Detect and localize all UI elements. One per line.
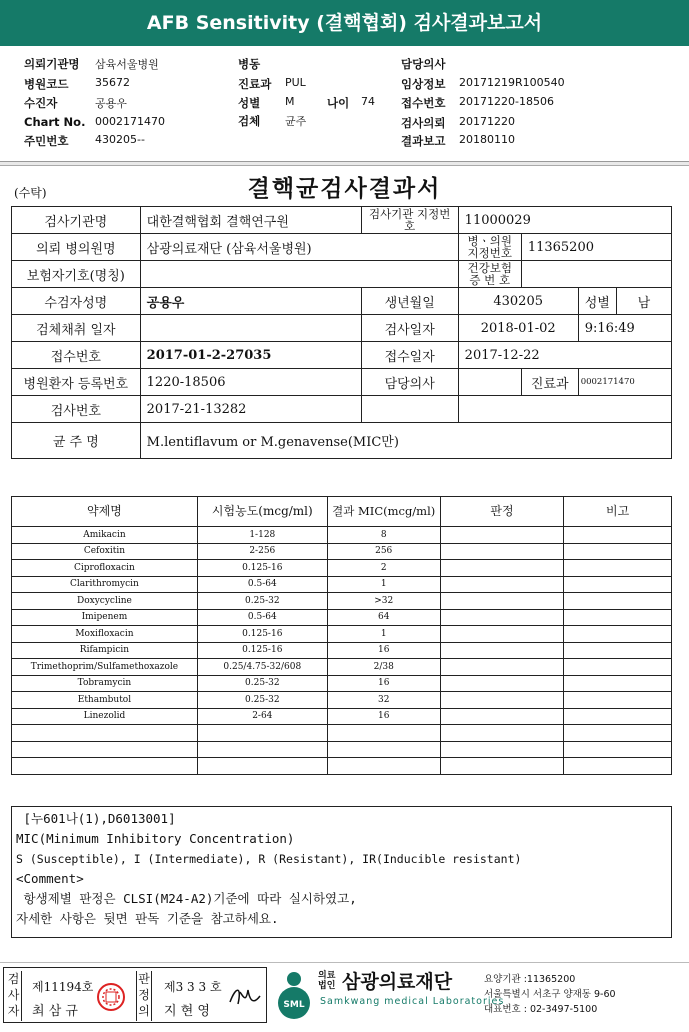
cell-judge: [440, 659, 564, 676]
info-label: 결과보고: [401, 134, 446, 148]
cell-drug: Doxycycline: [12, 593, 198, 610]
org-prefix: 의료 법인: [318, 971, 336, 991]
form-value: [140, 261, 458, 288]
note-line: <Comment>: [16, 871, 84, 886]
signature-icon: [226, 982, 262, 1010]
cell-note: [564, 675, 672, 692]
table-row: [12, 659, 672, 676]
note-line: 항생제별 판정은 CLSI(M24-A2)기준에 따라 실시하였고,: [16, 891, 357, 906]
cell-conc: 0.5-64: [197, 609, 327, 626]
note-line: 자세한 사항은 뒷면 판독 기준을 참고하세요.: [16, 911, 279, 926]
info-value: 20171220: [459, 115, 515, 128]
info-label: 진료과: [238, 77, 272, 91]
cell-judge: [440, 576, 564, 593]
form-empty: [361, 396, 458, 423]
cell-drug: Rifampicin: [12, 642, 198, 659]
form-label: 담당의사: [361, 369, 458, 396]
cell-conc: 0.25-32: [197, 692, 327, 709]
cell-drug: Tobramycin: [12, 675, 198, 692]
col-header-note: 비고: [564, 497, 672, 527]
cell-conc: 0.125-16: [197, 560, 327, 577]
table-row: [12, 626, 672, 643]
cell-drug: Trimethoprim/Sulfamethoxazole: [12, 659, 198, 676]
form-label: 검체채취 일자: [12, 315, 141, 342]
cell-conc: 1-128: [197, 527, 327, 544]
form-empty: [458, 396, 671, 423]
info-label: 병원코드: [24, 77, 69, 91]
cell-note: [564, 758, 672, 775]
cell-mic: 16: [327, 642, 440, 659]
form-value: [140, 315, 361, 342]
form-label: 건강보험 증 번 호: [458, 261, 521, 288]
cell-note: [564, 642, 672, 659]
note-line: MIC(Minimum Inhibitory Concentration): [16, 831, 295, 846]
report-header: [0, 0, 689, 46]
cell-mic: 16: [327, 708, 440, 725]
cell-judge: [440, 560, 564, 577]
sml-logo-icon: [272, 969, 316, 1023]
cell-drug: [12, 758, 198, 775]
info-value: 35672: [95, 76, 130, 89]
form-label: 보험자기호(명칭): [12, 261, 141, 288]
cell-judge: [440, 609, 564, 626]
form-label: 병원환자 등록번호: [12, 369, 141, 396]
contact-code: 요양기관 :11365200: [484, 974, 576, 985]
form-label: 검사일자: [361, 315, 458, 342]
cell-note: [564, 725, 672, 742]
info-label: 성별: [238, 96, 261, 110]
cell-judge: [440, 692, 564, 709]
cell-mic: [327, 741, 440, 758]
form-value: 430205: [458, 288, 578, 315]
tester-label: 검사자: [6, 971, 22, 1021]
note-line: [누601나(1),D6013001]: [16, 811, 176, 826]
form-value: 남: [616, 288, 671, 315]
cell-conc: 2-64: [197, 708, 327, 725]
cell-drug: Ethambutol: [12, 692, 198, 709]
form-value: 11365200: [521, 234, 671, 261]
request-form-table: [11, 206, 672, 459]
form-label: 검사기관명: [12, 207, 141, 234]
cell-judge: [440, 642, 564, 659]
org-english: Samkwang medical Laboratories: [320, 996, 505, 1007]
cell-drug: Amikacin: [12, 527, 198, 544]
notes-box: [11, 806, 672, 938]
cell-mic: 8: [327, 527, 440, 544]
cell-drug: Linezolid: [12, 708, 198, 725]
reviewer-license: 제3 3 3 호: [164, 980, 222, 994]
col-header-judge: 판정: [440, 497, 564, 527]
signature-box: [3, 967, 267, 1023]
form-value: 2018-01-02: [458, 315, 578, 342]
cell-conc: 0.125-16: [197, 626, 327, 643]
note-line: S (Susceptible), I (Intermediate), R (Resistant), IR(Inducible resistant): [16, 852, 522, 866]
cell-judge: [440, 626, 564, 643]
cell-judge: [440, 527, 564, 544]
cell-judge: [440, 543, 564, 560]
cell-note: [564, 543, 672, 560]
cell-mic: 1: [327, 626, 440, 643]
cell-conc: 0.125-16: [197, 642, 327, 659]
cell-judge: [440, 741, 564, 758]
info-label: 의뢰기관명: [24, 57, 80, 71]
cell-conc: 0.25-32: [197, 593, 327, 610]
cell-mic: >32: [327, 593, 440, 610]
table-row: [12, 609, 672, 626]
reviewer-label: 판정의: [136, 971, 152, 1021]
cell-drug: Clarithromycin: [12, 576, 198, 593]
info-label: 나이: [327, 96, 350, 110]
table-row: [12, 560, 672, 577]
cell-conc: 0.25-32: [197, 675, 327, 692]
cell-judge: [440, 708, 564, 725]
info-label: 담당의사: [401, 57, 446, 71]
cell-note: [564, 692, 672, 709]
form-value: 삼광의료재단 (삼육서울병원): [140, 234, 458, 261]
info-label: 접수번호: [401, 96, 446, 110]
info-label: 임상정보: [401, 77, 446, 91]
cell-conc: [197, 741, 327, 758]
info-label: 주민번호: [24, 134, 69, 148]
tester-name: 최 삼 규: [32, 1004, 78, 1019]
report-title: AFB Sensitivity (결핵협회) 검사결과보고서: [146, 12, 543, 34]
table-row: [12, 758, 672, 775]
table-row: [12, 675, 672, 692]
cell-drug: [12, 741, 198, 758]
form-label: 성별: [578, 288, 616, 315]
form-value: 2017-21-13282: [140, 396, 361, 423]
cell-note: [564, 659, 672, 676]
info-value: 균주: [285, 115, 307, 128]
info-label: 수진자: [24, 96, 58, 110]
cell-mic: 256: [327, 543, 440, 560]
org-name: 삼광의료재단: [342, 971, 453, 993]
col-header-drug: 약제명: [12, 497, 198, 527]
info-label: 검사의뢰: [401, 116, 446, 130]
cell-judge: [440, 675, 564, 692]
form-value: M.lentiflavum or M.genavense(MIC만): [140, 423, 671, 459]
cell-note: [564, 560, 672, 577]
form-label: 의뢰 병의원명: [12, 234, 141, 261]
table-row: [12, 527, 672, 544]
form-label: 검사번호: [12, 396, 141, 423]
info-value: M: [285, 95, 295, 108]
cell-mic: [327, 758, 440, 775]
seal-icon: [96, 982, 126, 1012]
cell-drug: Ciprofloxacin: [12, 560, 198, 577]
receipt-tag: (수탁): [14, 186, 47, 200]
document-title: 결핵균검사결과서: [247, 175, 442, 202]
form-label: 수검자성명: [12, 288, 141, 315]
cell-conc: 0.5-64: [197, 576, 327, 593]
cell-mic: 16: [327, 675, 440, 692]
info-label: 검체: [238, 114, 261, 128]
cell-note: [564, 708, 672, 725]
info-label: 병동: [238, 57, 261, 71]
form-label: 접수번호: [12, 342, 141, 369]
table-row: [12, 593, 672, 610]
info-value: 20180110: [459, 133, 515, 146]
form-label: 병ㆍ의원 지정번호: [458, 234, 521, 261]
info-value: 430205--: [95, 133, 145, 146]
cell-mic: 64: [327, 609, 440, 626]
tester-license: 제11194호: [32, 980, 94, 994]
footer: [0, 962, 689, 1032]
info-value: 삼육서울병원: [95, 58, 159, 71]
cell-judge: [440, 725, 564, 742]
form-value: 11000029: [458, 207, 671, 234]
info-value: 20171220-18506: [459, 95, 554, 108]
sensitivity-table: [11, 496, 672, 775]
form-value: 1220-18506: [140, 369, 361, 396]
form-label: 생년월일: [361, 288, 458, 315]
info-value: 0002171470: [95, 115, 165, 128]
info-value: 공용우: [95, 97, 127, 110]
cell-conc: 0.25/4.75-32/608: [197, 659, 327, 676]
cell-note: [564, 609, 672, 626]
table-row: [12, 708, 672, 725]
cell-note: [564, 593, 672, 610]
cell-mic: 2/38: [327, 659, 440, 676]
cell-judge: [440, 593, 564, 610]
cell-drug: [12, 725, 198, 742]
cell-mic: [327, 725, 440, 742]
table-row: [12, 576, 672, 593]
cell-drug: Cefoxitin: [12, 543, 198, 560]
form-value: 대한결핵협회 결핵연구원: [140, 207, 361, 234]
cell-drug: Moxifloxacin: [12, 626, 198, 643]
cell-note: [564, 576, 672, 593]
patient-info-panel: [0, 50, 689, 162]
info-value: 20171219R100540: [459, 76, 565, 89]
table-row: [12, 741, 672, 758]
col-header-conc: 시험농도(mcg/ml): [197, 497, 327, 527]
reviewer-name: 지 현 영: [164, 1004, 210, 1019]
form-value: [521, 261, 671, 288]
info-value: PUL: [285, 76, 306, 89]
cell-judge: [440, 758, 564, 775]
form-label: 검사기관 지정번호: [361, 207, 458, 234]
contact-phone: 대표번호 : 02-3497-5100: [484, 1004, 598, 1015]
form-value: 공용우: [140, 288, 361, 315]
col-header-mic: 결과 MIC(mcg/ml): [327, 497, 440, 527]
form-label: 균 주 명: [12, 423, 141, 459]
table-row: [12, 543, 672, 560]
cell-conc: [197, 758, 327, 775]
cell-mic: 1: [327, 576, 440, 593]
divider: [0, 162, 689, 166]
cell-note: [564, 741, 672, 758]
form-label: 진료과: [521, 369, 578, 396]
info-value: 74: [361, 95, 375, 108]
info-label: Chart No.: [24, 115, 86, 129]
cell-conc: 2-256: [197, 543, 327, 560]
table-row: [12, 692, 672, 709]
form-value: 2017-01-2-27035: [140, 342, 361, 369]
cell-note: [564, 527, 672, 544]
form-label: 접수일자: [361, 342, 458, 369]
form-value: 2017-12-22: [458, 342, 671, 369]
form-value: 0002171470: [578, 369, 671, 396]
form-value: [458, 369, 521, 396]
cell-drug: Imipenem: [12, 609, 198, 626]
form-value: 9:16:49: [578, 315, 671, 342]
cell-mic: 32: [327, 692, 440, 709]
logo-mark-text: SML: [283, 1000, 305, 1010]
table-row: [12, 725, 672, 742]
cell-conc: [197, 725, 327, 742]
contact-address: 서울특별시 서초구 양재동 9-60: [484, 989, 616, 1000]
cell-mic: 2: [327, 560, 440, 577]
cell-note: [564, 626, 672, 643]
table-row: [12, 642, 672, 659]
